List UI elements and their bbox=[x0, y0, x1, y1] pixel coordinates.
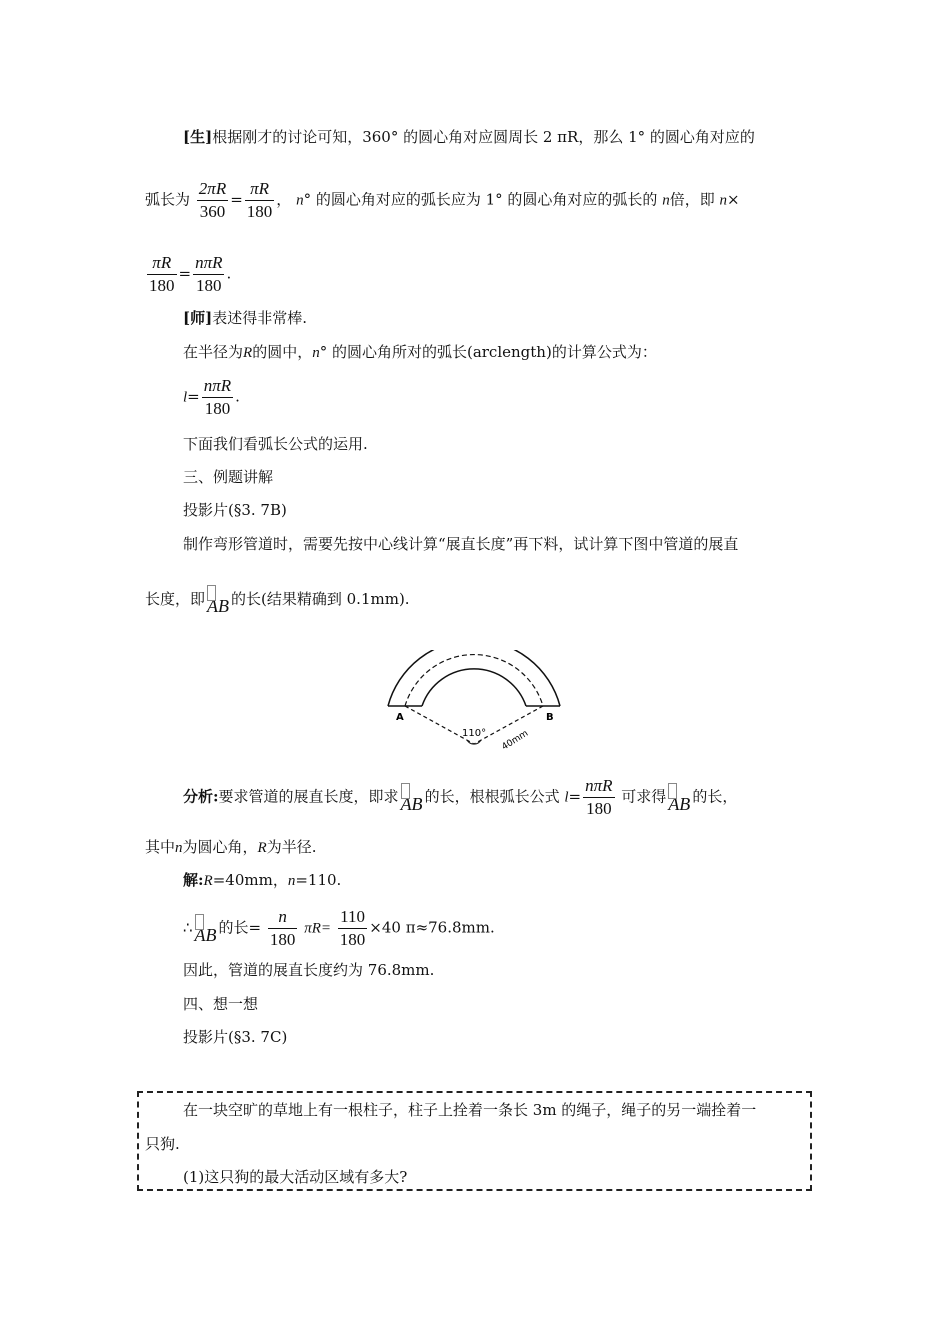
formula-line bbox=[145, 252, 231, 297]
label-b: B bbox=[546, 712, 554, 723]
arc-ab bbox=[195, 914, 217, 944]
paragraph-student-2 bbox=[145, 178, 740, 223]
frac-num: πR bbox=[147, 252, 177, 275]
box-line-2: 只狗. bbox=[145, 1135, 180, 1153]
var-n: n bbox=[719, 192, 728, 209]
calculation-line bbox=[183, 906, 495, 951]
text-tail: 倍，即 bbox=[669, 190, 715, 209]
fraction-2pir-360 bbox=[197, 178, 228, 223]
equals: = bbox=[230, 190, 243, 209]
slide-reference-2: 投影片(§3. 7C) bbox=[183, 1028, 288, 1046]
radius-label: 40mm bbox=[500, 728, 531, 753]
text-post: ° 的圆心角所对的弧长(arclength)的计算公式为： bbox=[319, 343, 657, 361]
frac-den: 180 bbox=[149, 276, 175, 295]
arc-length-formula bbox=[183, 375, 240, 420]
fraction-110-180 bbox=[338, 906, 368, 951]
fraction-pir-180 bbox=[245, 178, 275, 223]
arc-label: AB bbox=[400, 793, 423, 814]
problem-statement-cont bbox=[145, 585, 410, 615]
var-n: n bbox=[662, 192, 670, 209]
arc-ab bbox=[668, 783, 690, 813]
analysis-label: 分析: bbox=[183, 787, 219, 806]
text-2: =110. bbox=[295, 871, 342, 889]
times-sign: × bbox=[727, 190, 740, 209]
text-pre: 其中 bbox=[145, 838, 176, 856]
var-l: l bbox=[564, 789, 569, 806]
arc-label: AB bbox=[194, 924, 217, 945]
box-line-3: (1)这只狗的最大活动区域有多大? bbox=[183, 1168, 408, 1186]
text-4: 的长， bbox=[692, 787, 738, 806]
text-2: 的长，根根弧长公式 bbox=[424, 787, 560, 806]
student-marker: [生] bbox=[183, 128, 213, 146]
frac-den: 180 bbox=[204, 399, 231, 418]
equals: = bbox=[187, 387, 200, 406]
var-n: n bbox=[296, 192, 304, 209]
arc-symbol-icon bbox=[668, 783, 677, 799]
frac-num: nπR bbox=[193, 252, 224, 275]
frac-num: πR bbox=[245, 178, 275, 201]
fraction-npir-180 bbox=[193, 252, 224, 297]
arc-symbol-icon bbox=[195, 914, 204, 930]
var-r: R bbox=[243, 345, 253, 361]
text-pre: 长度，即 bbox=[145, 590, 206, 608]
text-mid: 为圆心角， bbox=[182, 838, 258, 856]
teacher-marker: [师] bbox=[183, 309, 213, 327]
arc-symbol-icon bbox=[207, 585, 216, 601]
pi-r: πR= bbox=[304, 920, 331, 937]
frac-den: 180 bbox=[246, 202, 273, 221]
label-a: A bbox=[396, 712, 404, 723]
text-2: ×40 π≈76.8mm. bbox=[369, 918, 495, 937]
text-1: 的长= bbox=[218, 918, 262, 937]
paragraph-text: 表述得非常棒. bbox=[212, 309, 307, 327]
var-l: l bbox=[183, 389, 188, 406]
text-post: 为半径. bbox=[266, 838, 317, 856]
problem-statement: 制作弯形管道时，需要先按中心线计算“展直长度”再下料，试计算下图中管道的展直 bbox=[183, 535, 739, 553]
pipe-diagram bbox=[382, 650, 572, 756]
paragraph-formula-intro bbox=[183, 345, 657, 361]
text-mid: 的圆中， bbox=[252, 343, 313, 361]
arc-label: AB bbox=[668, 793, 691, 814]
paragraph-text: 根据刚才的讨论可知，360° 的圆心角对应圆周长 2 πR，那么 1° 的圆心角对应的 bbox=[212, 128, 755, 146]
paragraph-teacher bbox=[183, 311, 307, 326]
period: . bbox=[226, 264, 232, 283]
solution-line bbox=[183, 873, 341, 889]
frac-num: 2πR bbox=[197, 178, 228, 201]
frac-den: 180 bbox=[339, 930, 366, 949]
section-heading-4: 四、想一想 bbox=[183, 995, 259, 1013]
analysis-paragraph bbox=[183, 775, 737, 820]
arc-ab bbox=[401, 783, 423, 813]
text-1: 要求管道的展直长度，即求 bbox=[218, 787, 399, 806]
angle-label: 110° bbox=[462, 728, 487, 739]
var-n: n bbox=[175, 840, 183, 856]
fraction-npir-180 bbox=[583, 775, 614, 820]
text-1: =40mm， bbox=[212, 871, 288, 889]
text-mid: ° 的圆心角对应的弧长应为 1° 的圆心角对应的弧长的 bbox=[303, 190, 658, 209]
conclusion-line: 因此，管道的展直长度约为 76.8mm. bbox=[183, 961, 435, 979]
frac-den: 360 bbox=[199, 202, 226, 221]
pipe-outer-arc bbox=[388, 650, 560, 706]
fraction-n-180 bbox=[268, 906, 298, 951]
solution-label: 解: bbox=[183, 871, 204, 889]
frac-num: nπR bbox=[202, 375, 233, 398]
text-post: 的长(结果精确到 0.1mm). bbox=[231, 590, 410, 608]
frac-den: 180 bbox=[196, 276, 222, 295]
text-pre: 在半径为 bbox=[183, 343, 244, 361]
var-r: R bbox=[257, 840, 267, 856]
slide-reference-1: 投影片(§3. 7B) bbox=[183, 501, 287, 519]
var-n: n bbox=[287, 873, 296, 889]
period: . bbox=[235, 387, 240, 406]
frac-num: 110 bbox=[338, 906, 368, 929]
arc-ab bbox=[207, 585, 229, 615]
analysis-paragraph-cont bbox=[145, 840, 316, 856]
text-lead: 弧长为 bbox=[145, 190, 191, 209]
therefore-symbol: ∴ bbox=[183, 918, 193, 937]
frac-num: n bbox=[268, 906, 298, 929]
frac-den: 180 bbox=[586, 799, 612, 818]
text-3: 可求得 bbox=[621, 787, 667, 806]
var-r: R bbox=[203, 873, 213, 889]
paragraph-application: 下面我们看弧长公式的运用. bbox=[183, 435, 368, 453]
box-line-1: 在一块空旷的草地上有一根柱子，柱子上拴着一条长 3m 的绳子，绳子的另一端拴着一 bbox=[183, 1101, 757, 1119]
paragraph-student-1 bbox=[183, 130, 755, 145]
arc-label: AB bbox=[207, 596, 230, 616]
var-n: n bbox=[312, 345, 320, 361]
section-heading-3: 三、例题讲解 bbox=[183, 468, 274, 486]
fraction-npir-180 bbox=[202, 375, 233, 420]
fraction-pir-180 bbox=[147, 252, 177, 297]
equals: = bbox=[568, 787, 582, 806]
frac-den: 180 bbox=[269, 930, 296, 949]
frac-num: nπR bbox=[583, 775, 614, 798]
equals: = bbox=[178, 264, 192, 283]
separator: ， bbox=[276, 190, 292, 209]
pipe-inner-arc bbox=[422, 669, 526, 706]
arc-symbol-icon bbox=[401, 783, 410, 799]
